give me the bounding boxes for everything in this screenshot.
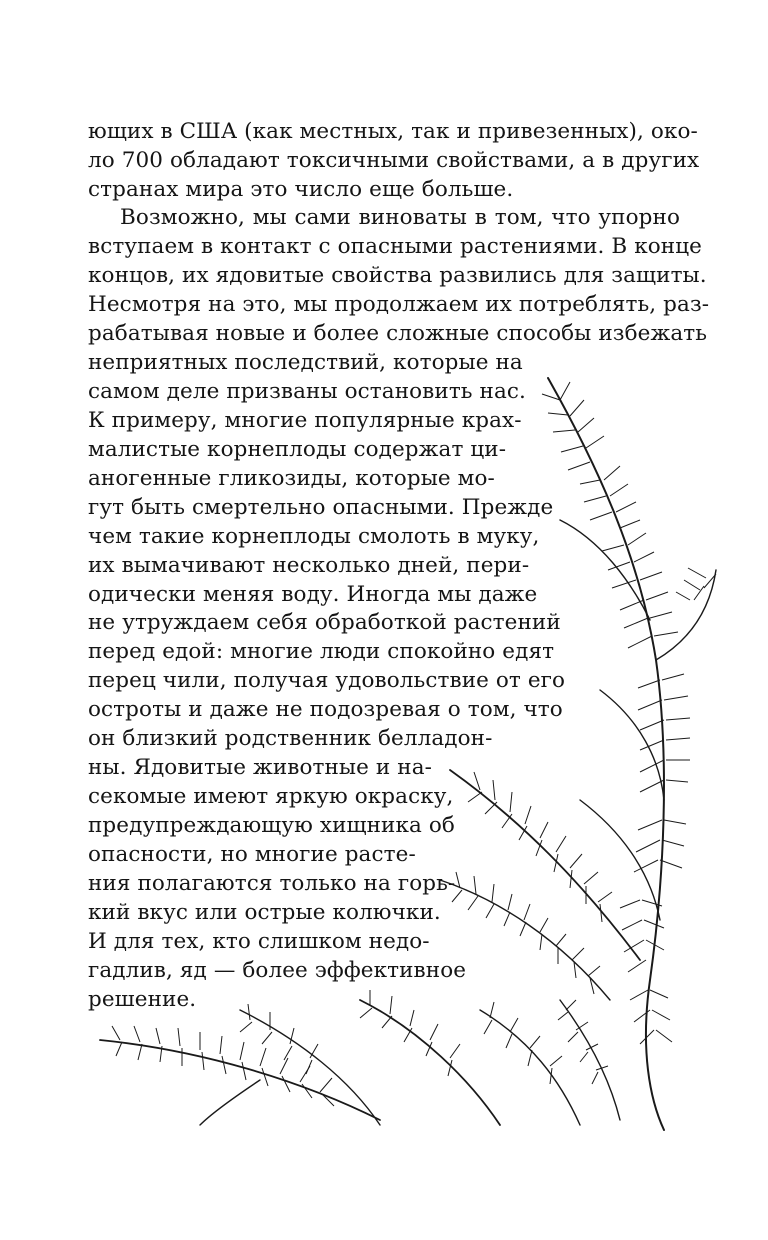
text-line: рабатывая новые и более сложные способы избежать [88,321,708,346]
text-line: К примеру, многие популярные крах- [88,408,522,433]
text-line: он близкий родственник белладон- [88,726,493,751]
text-line: аногенные гликозиды, которые мо- [88,466,495,491]
text-line: перед едой: многие люди спокойно едят [88,639,555,664]
text-line: ло 700 обладают токсичными свойствами, а в других [88,148,700,173]
text-line: Несмотря на это, мы продолжаем их потреблять, раз- [88,292,710,317]
text-line: гут быть смертельно опасными. Прежде [88,495,554,520]
text-line: малистые корнеплоды содержат ци- [88,437,507,462]
text-line: перец чили, получая удовольствие от его [88,668,566,693]
text-line: их вымачивают несколько дней, пери- [88,553,530,578]
text-line: самом деле призваны остановить нас. [88,379,526,404]
text-line: неприятных последствий, которые на [88,350,523,375]
text-line: решение. [88,987,197,1012]
text-line: предупреждающую хищника об [88,813,455,838]
text-line: чем такие корнеплоды смолоть в муку, [88,524,540,549]
text-line: секомые имеют яркую окраску, [88,784,454,809]
text-line: И для тех, кто слишком недо- [88,929,430,954]
text-line: Возможно, мы сами виноваты в том, что упорно [120,205,680,230]
text-line: гадлив, яд — более эффективное [88,958,467,983]
text-line: остроты и даже не подозревая о том, что [88,697,563,722]
text-line: не утруждаем себя обработкой растений [88,610,561,635]
text-line: ны. Ядовитые животные и на- [88,755,432,780]
text-line: странах мира это число еще больше. [88,177,514,202]
text-line: ющих в США (как местных, так и привезенных), око- [88,119,698,144]
text-line: ния полагаются только на горь- [88,871,456,896]
text-line: опасности, но многие расте- [88,842,416,867]
text-line: кий вкус или острые колючки. [88,900,441,925]
text-line: одически меняя воду. Иногда мы даже [88,582,538,607]
text-line: вступаем в контакт с опасными растениями. В конце [88,234,702,259]
text-line: концов, их ядовитые свойства развились для защиты. [88,263,707,288]
